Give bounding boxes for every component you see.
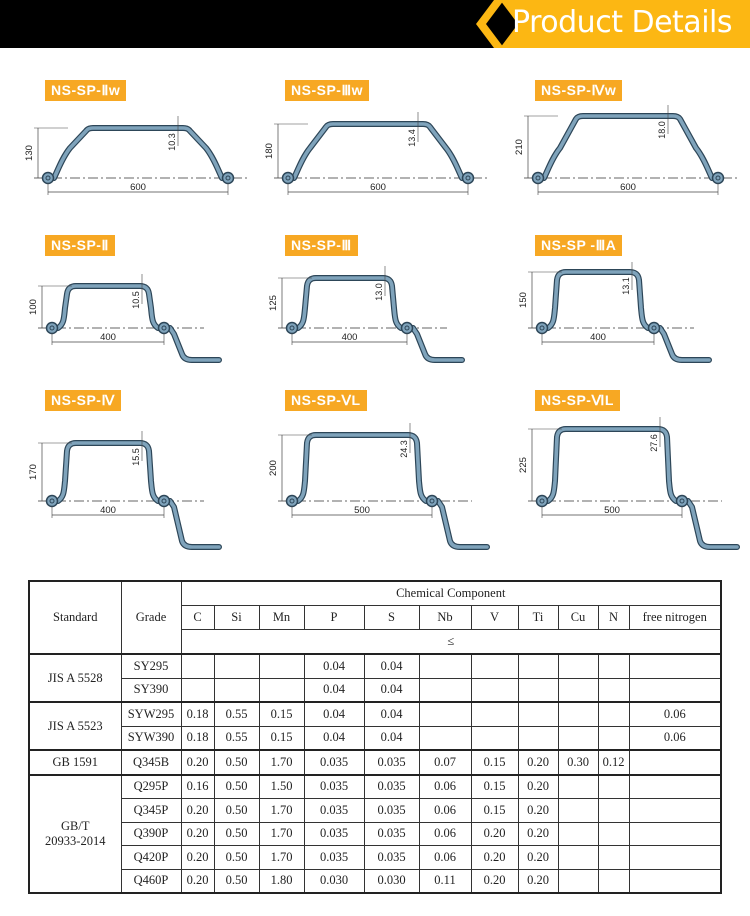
- value-cell: [629, 775, 721, 799]
- sheet-pile-profile-diagram: [250, 262, 490, 387]
- value-cell: [558, 702, 598, 726]
- value-cell: [471, 654, 518, 678]
- width-dimension: 500: [354, 505, 370, 516]
- grade-cell: SYW295: [121, 702, 181, 726]
- element-header: free nitrogen: [629, 606, 721, 630]
- value-cell: [598, 702, 629, 726]
- profile-5: [500, 235, 740, 387]
- value-cell: 0.16: [181, 775, 214, 799]
- value-cell: [558, 678, 598, 702]
- thickness-dimension: 10.3: [167, 133, 177, 151]
- sheet-pile-profile-diagram: [500, 415, 740, 560]
- value-cell: 0.50: [214, 775, 259, 799]
- value-cell: 0.20: [518, 799, 558, 823]
- table-row: [29, 775, 721, 799]
- interlock-icon: [47, 496, 58, 507]
- profile-label: NS-SP-Ⅲ: [285, 235, 358, 256]
- value-cell: 0.55: [214, 726, 259, 750]
- element-header: N: [598, 606, 629, 630]
- value-cell: 0.04: [304, 702, 364, 726]
- grade-cell: Q460P: [121, 869, 181, 893]
- profile-1: [250, 80, 490, 205]
- table-row: [29, 654, 721, 678]
- value-cell: [629, 678, 721, 702]
- value-cell: [629, 799, 721, 823]
- value-cell: [629, 869, 721, 893]
- value-cell: 0.06: [629, 702, 721, 726]
- value-cell: 0.11: [419, 869, 471, 893]
- profile-0: [10, 80, 250, 205]
- width-dimension: 400: [100, 505, 116, 516]
- sheet-pile-profile-diagram: [10, 105, 250, 205]
- value-cell: [598, 654, 629, 678]
- value-cell: [259, 678, 304, 702]
- table-row: [29, 869, 721, 893]
- interlock-icon: [287, 323, 298, 334]
- value-cell: [558, 846, 598, 870]
- height-dimension: 180: [264, 143, 275, 159]
- value-cell: 0.035: [364, 822, 419, 846]
- max-symbol: ≤: [181, 630, 721, 655]
- interlock-icon: [649, 323, 660, 334]
- value-cell: 0.50: [214, 750, 259, 775]
- value-cell: [598, 869, 629, 893]
- profile-label: NS-SP-Ⅱw: [45, 80, 126, 101]
- value-cell: 1.80: [259, 869, 304, 893]
- value-cell: [518, 726, 558, 750]
- value-cell: 0.50: [214, 846, 259, 870]
- value-cell: 0.20: [471, 822, 518, 846]
- width-dimension: 600: [620, 182, 636, 193]
- interlock-icon: [427, 496, 438, 507]
- value-cell: 0.06: [419, 822, 471, 846]
- interlock-icon: [463, 173, 474, 184]
- element-header: V: [471, 606, 518, 630]
- chemical-component-table: [28, 580, 722, 894]
- value-cell: [518, 702, 558, 726]
- value-cell: 0.18: [181, 726, 214, 750]
- value-cell: 0.04: [364, 654, 419, 678]
- value-cell: 0.07: [419, 750, 471, 775]
- value-cell: 0.035: [364, 846, 419, 870]
- value-cell: [629, 654, 721, 678]
- value-cell: [558, 654, 598, 678]
- value-cell: 0.20: [471, 846, 518, 870]
- interlock-icon: [283, 173, 294, 184]
- table-row: [29, 846, 721, 870]
- value-cell: 0.20: [518, 869, 558, 893]
- interlock-icon: [677, 496, 688, 507]
- profile-label: NS-SP-Ⅲw: [285, 80, 369, 101]
- value-cell: 0.04: [304, 654, 364, 678]
- table-row: [29, 702, 721, 726]
- table-row: [29, 750, 721, 775]
- value-cell: 0.04: [364, 678, 419, 702]
- value-cell: 0.04: [304, 726, 364, 750]
- thickness-dimension: 13.1: [621, 277, 631, 295]
- value-cell: 0.20: [181, 822, 214, 846]
- thickness-dimension: 13.0: [374, 283, 384, 301]
- sheet-pile-profile-diagram: [250, 415, 490, 560]
- element-header: P: [304, 606, 364, 630]
- profile-label: NS-SP-Ⅱ: [45, 235, 115, 256]
- value-cell: [471, 726, 518, 750]
- width-dimension: 400: [341, 332, 358, 343]
- standard-cell: GB/T 20933-2014: [29, 775, 121, 894]
- grade-cell: Q420P: [121, 846, 181, 870]
- grade-cell: Q390P: [121, 822, 181, 846]
- table-row: [29, 678, 721, 702]
- value-cell: 0.15: [471, 775, 518, 799]
- value-cell: 0.20: [518, 846, 558, 870]
- value-cell: [598, 678, 629, 702]
- standard-cell: JIS A 5528: [29, 654, 121, 702]
- value-cell: 0.035: [364, 775, 419, 799]
- value-cell: [518, 654, 558, 678]
- profile-label: NS-SP-ⅥL: [535, 390, 620, 411]
- value-cell: 0.035: [364, 799, 419, 823]
- value-cell: [629, 750, 721, 775]
- profile-2: [500, 80, 740, 205]
- value-cell: 0.20: [518, 822, 558, 846]
- value-cell: [214, 678, 259, 702]
- height-dimension: 100: [28, 299, 39, 315]
- interlock-icon: [537, 323, 548, 334]
- interlock-icon: [537, 496, 548, 507]
- value-cell: 1.50: [259, 775, 304, 799]
- height-dimension: 150: [518, 292, 529, 308]
- grade-cell: Q345P: [121, 799, 181, 823]
- page-title: Product Details: [512, 5, 732, 40]
- value-cell: 0.15: [259, 726, 304, 750]
- value-cell: 0.035: [304, 822, 364, 846]
- grade-cell: SY295: [121, 654, 181, 678]
- value-cell: [259, 654, 304, 678]
- value-cell: [598, 726, 629, 750]
- value-cell: 0.06: [419, 775, 471, 799]
- interlock-icon: [159, 323, 170, 334]
- value-cell: 0.50: [214, 822, 259, 846]
- profile-label: NS-SP-Ⅳ: [45, 390, 121, 411]
- header-banner: [0, 0, 750, 48]
- value-cell: 0.20: [181, 799, 214, 823]
- value-cell: [471, 702, 518, 726]
- element-header: C: [181, 606, 214, 630]
- thickness-dimension: 15.5: [131, 448, 141, 466]
- interlock-icon: [159, 496, 170, 507]
- thickness-dimension: 27.6: [649, 434, 659, 452]
- grade-cell: SY390: [121, 678, 181, 702]
- width-dimension: 400: [590, 332, 606, 343]
- profile-label: NS-SP -ⅢA: [535, 235, 622, 256]
- value-cell: [214, 654, 259, 678]
- value-cell: 0.18: [181, 702, 214, 726]
- value-cell: 0.12: [598, 750, 629, 775]
- value-cell: 0.030: [304, 869, 364, 893]
- width-dimension: 600: [130, 182, 146, 193]
- grade-cell: SYW390: [121, 726, 181, 750]
- table-row: [29, 726, 721, 750]
- value-cell: 1.70: [259, 846, 304, 870]
- interlock-icon: [533, 173, 544, 184]
- value-cell: 0.20: [518, 750, 558, 775]
- height-dimension: 130: [24, 145, 35, 161]
- grade-cell: Q345B: [121, 750, 181, 775]
- interlock-icon: [402, 323, 413, 334]
- element-header: Mn: [259, 606, 304, 630]
- width-dimension: 400: [100, 332, 116, 343]
- element-header: Ti: [518, 606, 558, 630]
- value-cell: [598, 799, 629, 823]
- standard-header: Standard: [29, 581, 121, 654]
- value-cell: 0.035: [304, 846, 364, 870]
- interlock-icon: [713, 173, 724, 184]
- value-cell: 0.06: [419, 846, 471, 870]
- value-cell: [558, 726, 598, 750]
- thickness-dimension: 10.5: [131, 291, 141, 309]
- element-header: Nb: [419, 606, 471, 630]
- height-dimension: 125: [268, 295, 279, 311]
- value-cell: 0.55: [214, 702, 259, 726]
- value-cell: [629, 846, 721, 870]
- value-cell: 0.035: [304, 799, 364, 823]
- value-cell: [629, 822, 721, 846]
- standard-cell: GB 1591: [29, 750, 121, 775]
- grade-header: Grade: [121, 581, 181, 654]
- value-cell: 0.20: [518, 775, 558, 799]
- value-cell: 1.70: [259, 799, 304, 823]
- thickness-dimension: 18.0: [657, 121, 667, 139]
- interlock-icon: [43, 173, 54, 184]
- value-cell: [471, 678, 518, 702]
- profile-7: [250, 390, 490, 560]
- interlock-icon: [287, 496, 298, 507]
- value-cell: [558, 869, 598, 893]
- value-cell: [558, 775, 598, 799]
- value-cell: 1.70: [259, 822, 304, 846]
- value-cell: [419, 678, 471, 702]
- value-cell: 0.04: [364, 726, 419, 750]
- element-header: Si: [214, 606, 259, 630]
- profile-label: NS-SP-Ⅳw: [535, 80, 622, 101]
- value-cell: 0.04: [304, 678, 364, 702]
- element-header: S: [364, 606, 419, 630]
- value-cell: [518, 678, 558, 702]
- sheet-pile-profile-diagram: [10, 262, 250, 387]
- sheet-pile-profile-diagram: [250, 105, 490, 205]
- value-cell: 0.20: [181, 750, 214, 775]
- value-cell: 0.030: [364, 869, 419, 893]
- profile-6: [10, 390, 250, 560]
- height-dimension: 200: [268, 460, 279, 476]
- sheet-pile-profile-diagram: [500, 105, 740, 205]
- profile-8: [500, 390, 740, 560]
- table-row: [29, 822, 721, 846]
- value-cell: [598, 822, 629, 846]
- value-cell: 0.15: [471, 799, 518, 823]
- chemical-component-header: Chemical Component: [181, 581, 721, 606]
- value-cell: 0.035: [304, 775, 364, 799]
- value-cell: 0.06: [419, 799, 471, 823]
- value-cell: [558, 822, 598, 846]
- value-cell: 0.50: [214, 799, 259, 823]
- value-cell: [558, 799, 598, 823]
- height-dimension: 210: [514, 139, 525, 155]
- profile-3: [10, 235, 250, 387]
- value-cell: [598, 775, 629, 799]
- grade-cell: Q295P: [121, 775, 181, 799]
- value-cell: 1.70: [259, 750, 304, 775]
- value-cell: 0.20: [181, 869, 214, 893]
- value-cell: [419, 702, 471, 726]
- sheet-pile-profile-diagram: [500, 262, 740, 387]
- element-header: Cu: [558, 606, 598, 630]
- value-cell: 0.15: [259, 702, 304, 726]
- standard-cell: JIS A 5523: [29, 702, 121, 750]
- value-cell: [419, 654, 471, 678]
- value-cell: 0.035: [304, 750, 364, 775]
- width-dimension: 600: [370, 182, 386, 193]
- value-cell: 0.30: [558, 750, 598, 775]
- height-dimension: 225: [518, 457, 529, 473]
- value-cell: 0.50: [214, 869, 259, 893]
- thickness-dimension: 13.4: [407, 129, 417, 147]
- value-cell: [419, 726, 471, 750]
- value-cell: 0.20: [181, 846, 214, 870]
- thickness-dimension: 24.3: [399, 440, 409, 458]
- width-dimension: 500: [604, 505, 620, 516]
- value-cell: [181, 678, 214, 702]
- height-dimension: 170: [28, 464, 39, 480]
- value-cell: 0.15: [471, 750, 518, 775]
- value-cell: 0.04: [364, 702, 419, 726]
- interlock-icon: [223, 173, 234, 184]
- interlock-icon: [47, 323, 58, 334]
- value-cell: 0.035: [364, 750, 419, 775]
- value-cell: 0.20: [471, 869, 518, 893]
- profile-label: NS-SP-ⅤL: [285, 390, 367, 411]
- table-row: [29, 799, 721, 823]
- profile-4: [250, 235, 490, 387]
- value-cell: 0.06: [629, 726, 721, 750]
- sheet-pile-profile-diagram: [10, 415, 250, 560]
- value-cell: [181, 654, 214, 678]
- value-cell: [598, 846, 629, 870]
